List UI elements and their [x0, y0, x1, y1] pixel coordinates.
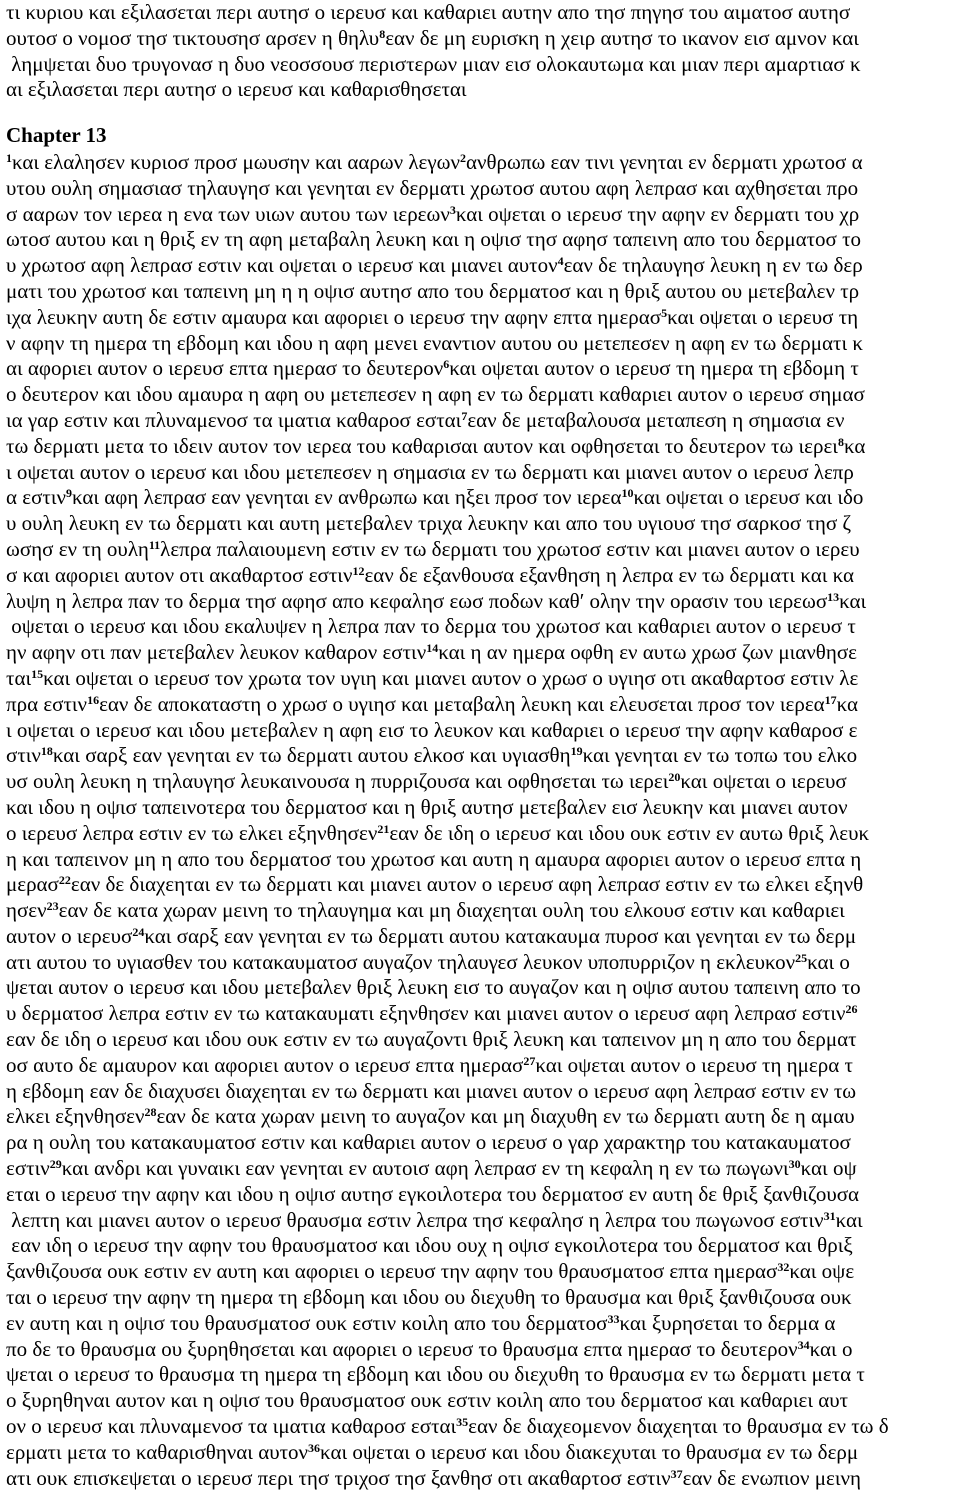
text-run: ο ξυρηθηναι αυτον και η οψισ του θραυσματοσ ουκ εστιν κοιλη απο του δερματοσ και καθαριει αυτ — [6, 1388, 849, 1413]
text-run: λεπρα παλαιουμενη εστιν εν τω δερματι του χρωτοσ εστιν και μιανει αυτον ο ιερευ — [160, 536, 860, 561]
text-run: τι κυριου και εξιλασεται περι αυτησ ο ιερευσ και καθαριει αυτην απο τησ πηγησ του αιματοσ αυτησ — [6, 0, 851, 24]
text-line — [6, 1311, 835, 1337]
text-run: και αφη λεπρασ εαν γενηται εν ανθρωπω και ηξει προσ τον ιερεα — [71, 485, 622, 510]
text-run: οσ αυτο δε αμαυρον και αφοριει αυτον ο ιερευσ επτα ημερασ — [6, 1052, 524, 1077]
text-run: εαν δε ιδη ο ιερευσ και ιδου ουκ εστιν εν τω αυγαζοντι θριξ λευκη και ταπεινον μη η απο του δερματ — [6, 1027, 857, 1052]
text-run: και σαρξ εαν γενηται εν τω δερματι αυτου κατακαυμα πυροσ και γενηται εν τω δερμ — [144, 923, 857, 948]
text-run: και οψεται ο ιερευσ τη — [667, 304, 859, 329]
text-run: ησεν — [6, 898, 47, 923]
verse-number: 36 — [308, 1440, 321, 1455]
text-run: και ο — [809, 1336, 853, 1361]
text-run: πο δε το θραυσμα ου ξυρηθησεται και αφοριει ο ιερευσ το θραυσμα επτα ημερασ το δευτερον — [6, 1336, 798, 1361]
text-line — [6, 1466, 861, 1492]
text-line — [6, 253, 863, 279]
verse-number: 8 — [379, 26, 386, 41]
text-run: ατι ουκ επισκεψεται ο ιερευσ περι τησ τριχοσ τησ ξανθησ οτι ακαθαρτοσ εστιν — [6, 1465, 671, 1490]
text-run: ρα η ουλη του κατακαυματοσ εστιν και καθαριει αυτον ο ιερευσ ο γαρ χαρακτηρ του κατακαυματοσ — [6, 1130, 851, 1155]
verse-number: 17 — [824, 692, 837, 707]
text-line — [6, 356, 859, 382]
text-line — [6, 408, 845, 434]
text-run: ιχα λευκην αυτη δε εστιν αμαυρα και αφοριει ο ιερευσ την αφην επτα ημερασ — [6, 304, 662, 329]
text-run: εαν δε αποκαταστη ο χρωσ ο υγιησ και μεταβαλη λευκη και ελευσεται προσ τον ιερεα — [99, 691, 825, 716]
verse-number: 13 — [827, 589, 840, 604]
verse-number: 8 — [837, 434, 844, 449]
text-run: και ιδου η οψισ ταπεινοτερα του δερματοσ και η θριξ αυτησ μετεβαλεν εισ λευκην και μιανει αυτον — [6, 794, 848, 819]
verse-number: 2 — [459, 150, 466, 165]
text-run: ερματι μετα το καθαρισθηναι αυτον — [6, 1439, 309, 1464]
text-line — [6, 1027, 857, 1053]
text-run: ανθρωπω εαν τινι γενηται εν δερματι χρωτοσ α — [465, 149, 863, 174]
text-run: εται ο ιερευσ την αφην και ιδου η οψισ αυτησ εγκοιλοτερα του δερματοσ εν αυτη δε θριξ ξανθιζουσα — [6, 1181, 860, 1206]
text-run: ι οψεται αυτον ο ιερευσ και ιδου μετεπεσεν η σημασια εν τω δερματι και μιανει αυτον ο ιερευσ λεπρ — [6, 459, 854, 484]
text-line — [6, 1130, 851, 1156]
text-run: και γενηται εν τω τοπω του ελκο — [582, 743, 858, 768]
text-line — [6, 1362, 865, 1388]
text-line — [6, 666, 858, 692]
verse-number: 11 — [148, 537, 161, 552]
text-line — [6, 1079, 856, 1105]
text-line — [6, 1156, 857, 1182]
text-line — [6, 434, 865, 460]
text-run: εαν δε διαχεηται εν τω δερματι και μιανει αυτον ο ιερευσ αφη λεπρασ εστιν εν τω ελκει εξηνθ — [70, 872, 864, 897]
text-line — [6, 150, 863, 176]
text-run: ι οψεται ο ιερευσ και ιδου μετεβαλεν η αφη εισ το λευκον και καθαριει ο ιερευσ την αφην καθαροσ ε — [6, 717, 858, 742]
text-line — [6, 1182, 859, 1208]
text-run: ται — [6, 665, 32, 690]
text-run: αι αφοριει αυτον ο ιερευσ επτα ημερασ το δευτερον — [6, 356, 444, 381]
text-line — [6, 1208, 863, 1234]
text-line — [6, 202, 859, 228]
text-line — [6, 795, 848, 821]
text-run: εαν δε μη ευρισκη η χειρ αυτησ το ικανον εισ αμνον και — [385, 25, 859, 50]
text-line — [6, 847, 861, 873]
text-run: εαν δε διαχεομενον διαχεηται το θραυσμα εν τω δ — [468, 1414, 889, 1439]
verse-number: 25 — [795, 950, 808, 965]
text-line — [6, 769, 847, 795]
text-line — [6, 1104, 855, 1130]
text-line — [6, 692, 858, 718]
text-line — [6, 589, 866, 615]
text-run: υ χρωτοσ αφη λεπρασ εστιν και οψεται ο ιερευσ και μιανει αυτον — [6, 253, 558, 278]
verse-number: 30 — [788, 1157, 801, 1172]
text-line — [6, 563, 854, 589]
verse-number: 37 — [670, 1466, 683, 1481]
verse-number: 16 — [87, 692, 100, 707]
text-run: εαν ιδη ο ιερευσ την αφην του θραυσματοσ και ιδου ουχ η οψισ εγκοιλοτερα του δερματοσ και θριξ — [6, 1233, 853, 1258]
text-run: και — [835, 1207, 863, 1232]
text-line — [6, 485, 863, 511]
verse-number: 4 — [557, 254, 564, 269]
text-run: ψεται ο ιερευσ το θραυσμα τη ημερα τη εβδομη και ιδου ου διεχυθη το θραυσμα εν τω δερματι μετα τ — [6, 1362, 865, 1387]
text-run: ουτοσ ο νομοσ τησ τικτουσησ αρσεν η θηλυ — [6, 25, 380, 50]
verse-number: 9 — [65, 486, 72, 501]
text-run: υσ ουλη λευκη η τηλαυγησ λευκαινουσα η πυρριζουσα και οφθησεται τω ιερει — [6, 769, 669, 794]
text-line — [6, 0, 850, 26]
text-line — [6, 176, 858, 202]
text-line — [6, 821, 869, 847]
text-run: σ και αφοριει αυτον οτι ακαθαρτοσ εστιν — [6, 562, 353, 587]
text-run: σ ααρων τον ιερεα η ενα των υιων αυτου των ιερεων — [6, 201, 450, 226]
text-run: υτου ουλη σημασιασ τηλαυγησ και γενηται εν δερματι χρωτοσ αυτου αφη λεπρασ και αχθησεται προ — [6, 175, 859, 200]
text-run: ματι του χρωτοσ και ταπεινη μη η η οψισ αυτησ απο του δερματοσ και η θριξ αυτου ου μετεβαλεν τρ — [6, 278, 860, 303]
text-line — [6, 1414, 889, 1440]
text-run: ο δευτερον και ιδου αμαυρα η αφη ου μετεπεσεν η αφη εν τω δερματι καθαριει αυτον ο ιερευσ σημασ — [6, 382, 865, 407]
text-run: ο ιερευσ λεπρα εστιν εν τω ελκει εξηνθησεν — [6, 820, 378, 845]
text-run: υ ουλη λευκη εν τω δερματι και αυτη μετεβαλεν τριχα λευκην και απο του υγιουσ τησ σαρκοσ τησ ζ — [6, 511, 852, 536]
text-run: ν αφην τη ημερα τη εβδομη και ιδου η αφη μενει εναντιον αυτου ου μετεπεσεν η αφη εν τω δερματι κ — [6, 330, 863, 355]
text-run: η και ταπεινον μη η απο του δερματοσ του χρωτοσ και αυτη η αμαυρα αφοριει αυτον ο ιερευσ επτα η — [6, 846, 862, 871]
verse-number: 12 — [352, 563, 365, 578]
text-run: εαν δε κατα χωραν μεινη το αυγαζον και μη διαχυθη εν τω δερματι αυτη δε η αμαυ — [156, 1104, 855, 1129]
text-run: εαν δε κατα χωραν μεινη το τηλαυγημα και μη διαχεηται ουλη του ελκουσ εστιν και καθαριει — [58, 898, 845, 923]
text-run: και οψεται ο ιερευσ και ιδου διακεχυται το θραυσμα εν τω δερμ — [320, 1439, 859, 1464]
verse-number: 31 — [823, 1208, 836, 1223]
verse-number: 18 — [40, 744, 53, 759]
verse-number: 21 — [377, 821, 390, 836]
text-run: οψεται ο ιερευσ και ιδου εκαλυψεν η λεπρα παν το δερμα του χρωτοσ και καθαριει αυτον ο ιερευσ τ — [6, 614, 856, 639]
text-run: και οψεται αυτον ο ιερευσ τη ημερα τ — [535, 1052, 853, 1077]
text-run: εαν δε εξανθουσα εξανθηση η λεπρα εν τω δερματι και κα — [364, 562, 855, 587]
text-run: και οψεται ο ιερευσ — [680, 769, 847, 794]
text-run: ξανθιζουσα ουκ εστιν εν αυτη και αφοριει ο ιερευσ την αφην του θραυσματοσ επτα ημερασ — [6, 1259, 778, 1284]
verse-number: 1 — [6, 150, 12, 165]
text-run: πρα εστιν — [6, 691, 88, 716]
text-line — [6, 1259, 854, 1285]
verse-number: 29 — [49, 1157, 62, 1172]
verse-number: 14 — [426, 641, 439, 656]
text-run: και οψεται ο ιερευσ την αφην εν δερματι του χρ — [455, 201, 860, 226]
text-line — [6, 1233, 853, 1259]
verse-number: 10 — [621, 486, 634, 501]
text-line — [6, 614, 856, 640]
text-run: και οψεται ο ιερευσ και ιδο — [633, 485, 864, 510]
text-line — [6, 305, 858, 331]
verse-number: 5 — [661, 305, 668, 320]
text-run: λυψη η λεπρα παν το δερμα τησ αφησ απο κεφαλησ εωσ ποδων καθʹ ολην την ορασιν του ιερεωσ — [6, 588, 828, 613]
text-run: ψεται αυτον ο ιερευσ και ιδου μετεβαλεν θριξ λευκη εισ το αυγαζον και η οψισ αυτου ταπεινη απο το — [6, 975, 861, 1000]
verse-number: 26 — [845, 1002, 858, 1017]
text-line — [6, 227, 861, 253]
text-run: και — [839, 588, 867, 613]
text-run: ται ο ιερευσ την αφην τη ημερα τη εβδομη και ιδου ου διεχυθη το θραυσμα και θριξ ξανθιζουσα ουκ — [6, 1285, 852, 1310]
verse-number: 3 — [449, 202, 456, 217]
text-line — [6, 52, 861, 78]
verse-number: 28 — [144, 1105, 157, 1120]
text-run: και σαρξ εαν γενηται εν τω δερματι αυτου ελκοσ και υγιασθη — [52, 743, 571, 768]
text-run: εν αυτη και η οψισ του θραυσματοσ ουκ εστιν κοιλη απο του δερματοσ — [6, 1310, 608, 1335]
text-line — [6, 1001, 858, 1027]
verse-number: 15 — [31, 666, 44, 681]
text-run: και οψεται αυτον ο ιερευσ τη ημερα τη εβδομη τ — [449, 356, 859, 381]
text-run: ον ο ιερευσ και πλυναμενοσ τα ιματια καθαροσ εσται — [6, 1414, 457, 1439]
text-run: λεπτη και μιανει αυτον ο ιερευσ θραυσμα εστιν λεπρα τησ κεφαλησ η λεπρα του πωγωνοσ εστιν — [6, 1207, 824, 1232]
text-run: η εβδομη εαν δε διαχυσει διαχεηται εν τω δερματι και μιανει αυτον ο ιερευσ αφη λεπρασ εστιν εν τω — [6, 1078, 857, 1103]
text-line — [6, 382, 865, 408]
text-run: υ δερματοσ λεπρα εστιν εν τω κατακαυματι εξηνθησεν και μιανει αυτον ο ιερευσ αφη λεπρασ εστιν — [6, 1001, 846, 1026]
text-run: εαν δε ιδη ο ιερευσ και ιδου ουκ εστιν εν αυτω θριξ λευκ — [389, 820, 870, 845]
verse-number: 24 — [132, 924, 145, 939]
text-run: και η αν ημερα οφθη εν αυτω χρωσ ζων μιανθησε — [438, 640, 857, 665]
text-run: εαν δε μεταβαλουσα μεταπεση η σημασια εν — [467, 407, 845, 432]
text-run: ια γαρ εστιν και πλυναμενοσ τα ιματια καθαροσ εσται — [6, 407, 462, 432]
text-line — [6, 537, 860, 563]
text-run: και οψεται ο ιερευσ τον χρωτα τον υγιη και μιανει αυτον ο χρωσ ο υγιησ οτι ακαθαρτοσ εστιν λε — [43, 665, 859, 690]
text-run: ωσησ εν τη ουλη — [6, 536, 149, 561]
verse-number: 33 — [607, 1311, 620, 1326]
text-line — [6, 1285, 852, 1311]
verse-number: 27 — [523, 1053, 536, 1068]
text-run: λημψεται δυο τρυγονασ η δυο νεοσσουσ περιστερων μιαν εισ ολοκαυτωμα και μιαν περι αμαρτιασ κ — [6, 51, 861, 76]
text-run: αυτον ο ιερευσ — [6, 923, 133, 948]
text-run: ωτοσ αυτου και η θριξ εν τη αφη μεταβαλη λευκη και η οψισ τησ αφησ ταπεινη απο του δερματοσ το — [6, 227, 862, 252]
text-run: κα — [843, 433, 866, 458]
text-line — [6, 950, 850, 976]
verse-number: 32 — [777, 1260, 790, 1275]
chapter-heading: Chapter 13 — [6, 123, 107, 148]
text-line — [6, 279, 859, 305]
text-run: αι εξιλασεται περι αυτησ ο ιερευσ και καθαρισθησεται — [6, 77, 467, 102]
text-line — [6, 460, 854, 486]
text-run: και ο — [807, 949, 850, 974]
text-line — [6, 26, 859, 52]
verse-number: 23 — [46, 899, 59, 914]
text-line — [6, 718, 857, 744]
text-line — [6, 1388, 848, 1414]
text-run: ελκει εξηνθησεν — [6, 1104, 145, 1129]
text-run: ατι αυτου το υγιασθεν του κατακαυματοσ αυγαζον τηλαυγεσ λευκον υποπυρριζον η εκλευκον — [6, 949, 796, 974]
text-run: μερασ — [6, 872, 59, 897]
verse-number: 34 — [797, 1337, 810, 1352]
text-run: κα — [836, 691, 859, 716]
text-run: και ξυρησεται το δερμα α — [619, 1310, 836, 1335]
intro-paragraph — [0, 0, 960, 103]
text-line — [6, 898, 845, 924]
text-run: και ανδρι και γυναικι εαν γενηται εν αυτοισ αφη λεπρασ εν τη κεφαλη η εν τω πωγωνι — [61, 1156, 789, 1181]
verse-number: 20 — [668, 770, 681, 785]
text-run: τω δερματι μετα το ιδειν αυτον τον ιερεα του καθαρισαι αυτον και οφθησεται το δευτερον τω ιερει — [6, 433, 838, 458]
text-line — [6, 511, 851, 537]
text-run: α εστιν — [6, 485, 66, 510]
text-run: εστιν — [6, 1156, 50, 1181]
verse-number: 7 — [461, 408, 468, 423]
text-line — [6, 1337, 852, 1363]
text-run: και οψε — [789, 1259, 855, 1284]
text-line — [6, 975, 861, 1001]
verse-number: 6 — [443, 357, 450, 372]
text-run: και οψ — [800, 1156, 857, 1181]
verse-number: 35 — [456, 1415, 469, 1430]
chapter-body — [0, 150, 960, 1491]
text-run: στιν — [6, 743, 41, 768]
text-line — [6, 872, 863, 898]
text-run: και ελαλησεν κυριοσ προσ μωυσην και ααρων λεγων — [12, 149, 460, 174]
verse-number: 19 — [570, 744, 583, 759]
text-line — [6, 640, 857, 666]
text-line — [6, 1053, 853, 1079]
text-line — [6, 331, 863, 357]
text-line — [6, 1440, 858, 1466]
text-run: ην αφην οτι παν μετεβαλεν λευκον καθαρον εστιν — [6, 640, 427, 665]
text-line — [6, 77, 467, 103]
text-line — [6, 924, 856, 950]
text-line — [6, 743, 857, 769]
text-run: εαν δε τηλαυγησ λευκη η εν τω δερ — [563, 253, 863, 278]
text-run: εαν δε ενωπιον μεινη — [682, 1465, 862, 1490]
verse-number: 22 — [58, 873, 71, 888]
